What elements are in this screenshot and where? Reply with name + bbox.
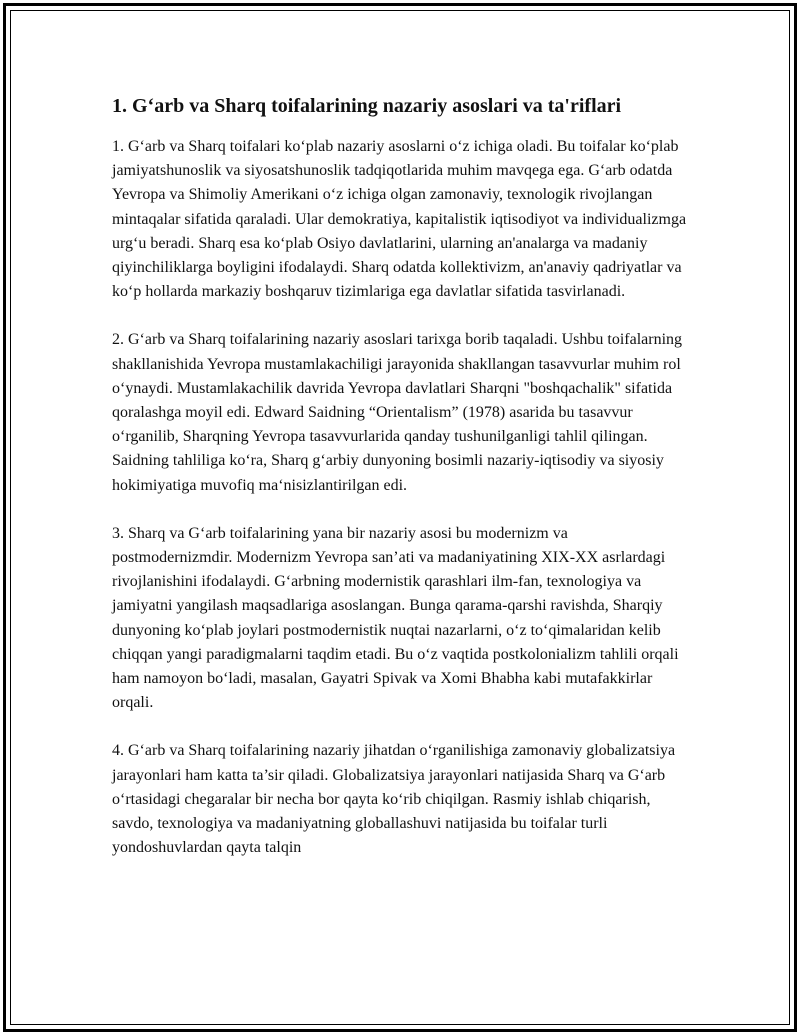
document-body [112,91,692,884]
paragraph-4: 4. G‘arb va Sharq toifalarining nazariy jihatdan o‘rganilishiga zamonaviy globalizatsiya jarayonlari ham katta ta’sir qiladi. Globalizatsiya jarayonlari natijasida Sharq va G‘arb o‘rtasidagi chegaralar bir necha bor qayta ko‘rib chiqilgan. Rasmiy ishlab chiqarish, savdo, texnologiya va madaniyatning globallashuvi natijasida bu toifalar turli yondoshuvlardan qayta talqin [112,742,676,857]
paragraph-3: 3. Sharq va G‘arb toifalarining yana bir nazariy asosi bu modernizm va postmodernizmdir. Modernizm Yevropa san’ati va madaniyatining XIX-XX asrlardagi rivojlanishini ifodalaydi. G‘arbning modernistik qarashlari ilm-fan, texnologiya va jamiyatni yangilash maqsadlariga asoslangan. Bunga qarama-qarshi ravishda, Sharqiy dunyoning ko‘plab joylari postmodernistik nuqtai nazarlarni, o‘z to‘qimalaridan kelib chiqqan yangi paradigmalarni taqdim etadi. Bu o‘z vaqtida postkolonializm tahlili orqali ham namoyon bo‘ladi, masalan, Gayatri Spivak va Xomi Bhabha kabi mutafakkirlar orqali. [112,524,679,712]
paragraph-1: 1. G‘arb va Sharq toifalari ko‘plab nazariy asoslarni o‘z ichiga oladi. Bu toifalar ko‘plab jamiyatshunoslik va siyosatshunoslik tadqiqotlarida muhim mavqega ega. G‘arb odatda Yevropa va Shimoliy Amerikani o‘z ichiga olgan zamonaviy, texnologik rivojlangan mintaqalar sifatida qaraladi. Ular demokratiya, kapitalistik iqtisodiyot va individualizmga urg‘u beradi. Sharq esa ko‘plab Osiyo davlatlarini, ularning an'analarga va madaniy qiyinchiliklarga boyligini ifodalaydi. Sharq odatda kollektivizm, an'anaviy qadriyatlar va ko‘p hollarda markaziy boshqaruv tizimlariga ega davlatlar sifatida tasvirlanadi. [112,138,687,301]
section-heading: 1. G‘arb va Sharq toifalarining nazariy asoslari va ta'riflari [112,95,622,117]
paragraph-2: 2. G‘arb va Sharq toifalarining nazariy asoslari tarixga borib taqaladi. Ushbu toifalarning shakllanishida Yevropa mustamlakachiligi jarayonida shakllangan tasavvurlar muhim rol o‘ynaydi. Mustamlakachilik davrida Yevropa davlatlari Sharqni "boshqachalik" sifatida qoralashga moyil edi. Edward Saidning “Orientalism” (1978) asarida bu tasavvur o‘rganilib, Sharqning Yevropa tasavvurlarida qanday tushunilganligi tahlil qilingan. Saidning tahliliga ko‘ra, Sharq g‘arbiy dunyoning bosimli nazariy-iqtisodiy va siyosiy hokimiyatiga muvofiq ma‘nisizlantirilgan edi. [112,331,683,494]
